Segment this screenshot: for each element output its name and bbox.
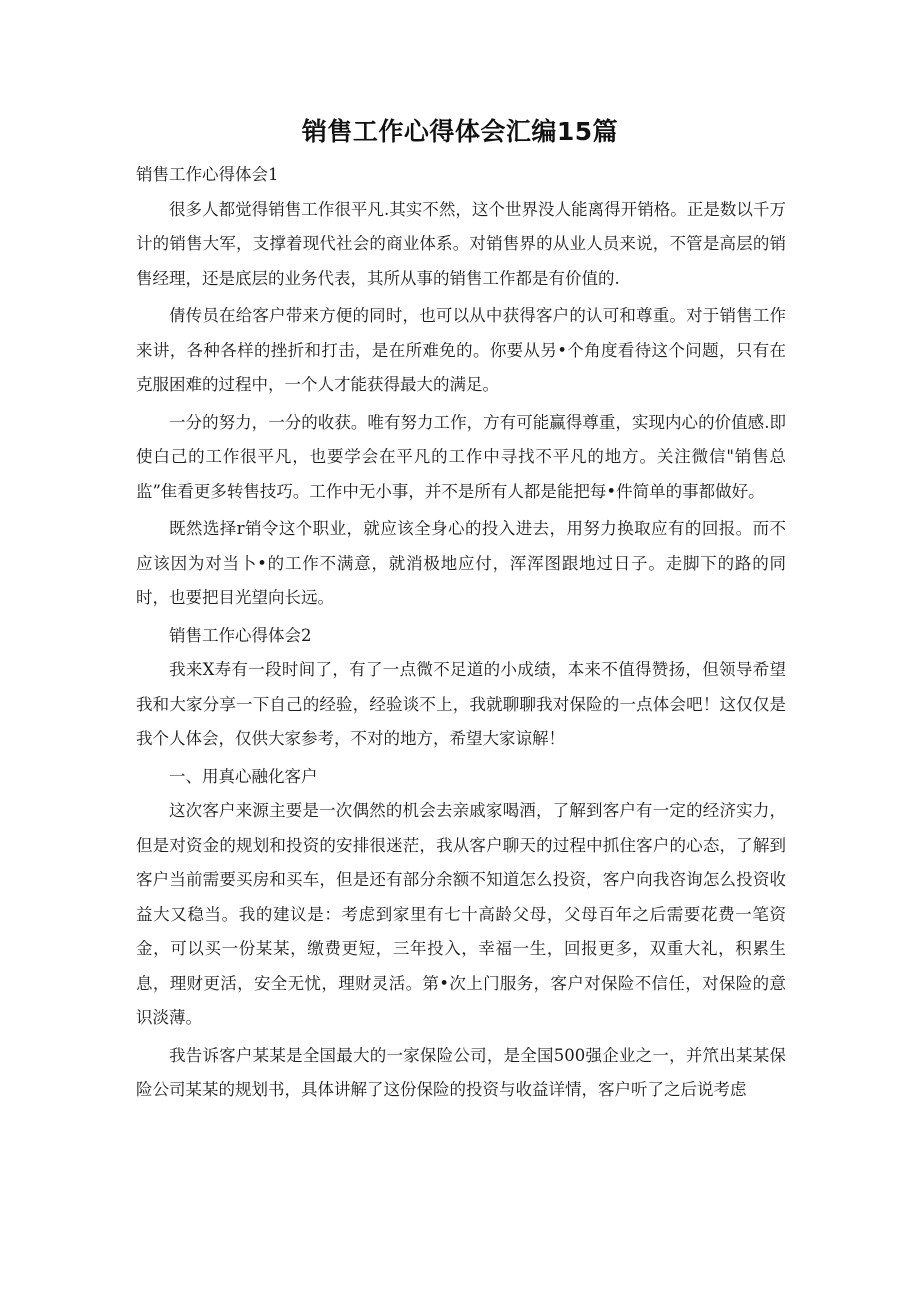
document-title: 销售工作心得体会汇编15篇 xyxy=(301,117,619,146)
section-2-subparagraph-1: 这次客户来源主要是一次偶然的机会去亲戚家喝酒，了解到客户有一定的经济实力，但是对资金的规划和投资的安排很迷茫，我从客户聊天的过程中抓住客户的心态，了解到客户当前需要买房和买车，但是还有部分余额不知道怎么投资，客户向我咨询怎么投资收益大又稳当。我的建议是：考虑到家里有七十高龄父母，父母百年之后需要花费一笔资金，可以买一份某某，缴费更短，三年投入，幸福一生，回报更多，双重大礼，积累生息，理财更活，安全无忧，理财灵活。第•次上门服务，客户对保险不信任，对保险的意识淡薄。 xyxy=(136,801,786,1027)
section-1-paragraph-4: 既然选择r销令这个职业，就应该全身心的投入进去，用努力换取应有的回报。而不应该因为对当卜•的工作不满意，就消极地应付，浑浑图跟地过日子。走脚下的路的同时，也要把目光望向长远。 xyxy=(136,519,786,607)
document-body xyxy=(136,158,786,1111)
section-2-paragraph-1: 我来X寿有一段时间了，有了一点微不足道的小成绩，本来不值得赞扬，但领导希望我和大家分享一下自己的经验，经验谈不上，我就聊聊我对保险的一点体会吧！这仅仅是我个人体会，仅供大家参考，不对的地方，希望大家谅解！ xyxy=(136,660,786,748)
section-1-paragraph-2: 倩传员在给客户带来方便的同时，也可以从中获得客户的认可和尊重。对于销售工作来讲，各种各样的挫折和打击，是在所难免的。你要从另•个角度看待这个问题，只有在克服困难的过程中，一个人才能获得最大的满足。 xyxy=(136,306,786,394)
section-1-paragraph-3: 一分的努力，一分的收获。唯有努力工作，方有可能赢得尊重，实现内心的价值感.即使白己的工作很平凡，也要学会在平凡的工作中寻找不平凡的地方。关注微信"销售总监”隹看更多转售技巧。工作中无小事，并不是所有人都是能把每•件简单的事都做好。 xyxy=(136,412,786,501)
section-2-subheading: 一、用真心融化客户 xyxy=(169,766,318,786)
section-1-heading: 销售工作心得体会1 xyxy=(136,165,279,184)
section-2-subparagraph-2: 我告诉客户某某是全国最大的一家保险公司，是全国500强企业之一，并笊出某某保险公司某某的规划书，具体讲解了这份保险的投资与收益详情，客户听了之后说考虑 xyxy=(136,1045,786,1099)
section-1-paragraph-1: 很多人都觉得销售工作很平凡.其实不然，这个世界没人能离得开销格。正是数以千万计的销售大军，支撑着现代社会的商业体系。对销售界的从业人员来说，不管是高层的销售经理，还是底层的业务代表，其所从事的销售工作都是有价值的. xyxy=(136,199,786,288)
section-2-heading: 销售工作心得体会2 xyxy=(169,625,312,645)
